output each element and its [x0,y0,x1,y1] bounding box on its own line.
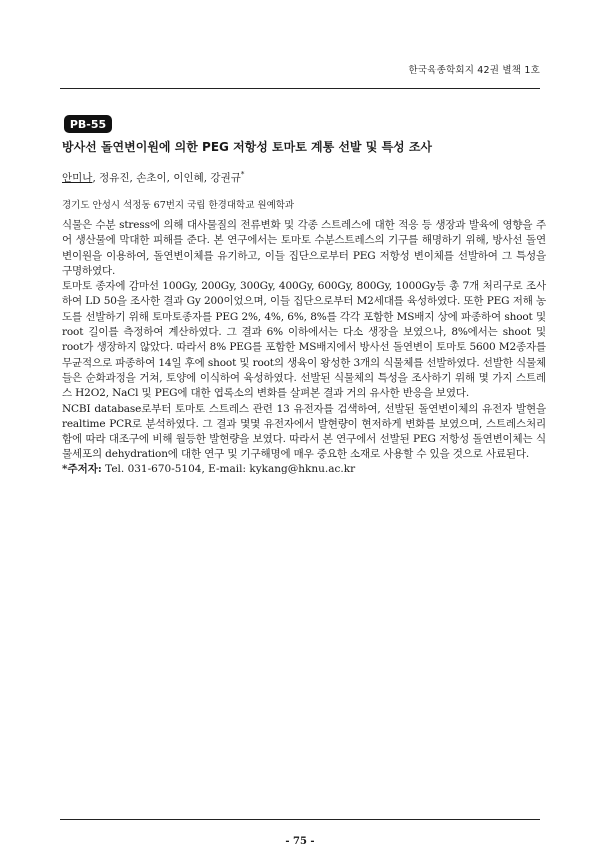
abstract-body [62,218,546,463]
abstract-id-badge: PB-55 [64,115,112,133]
co-authors: , 정유진, 손초이, 이인혜, 강권규 [92,172,241,184]
correspondence-contact: Tel. 031-670-5104, E-mail: kykang@hknu.ac.kr [101,463,356,475]
affiliation: 경기도 안성시 석정동 67번지 국립 한경대학교 원예학과 [62,200,295,211]
author-list [62,170,244,185]
abstract-paragraph: 토마토 종자에 감마선 100Gy, 200Gy, 300Gy, 400Gy, 600Gy, 800Gy, 1000Gy등 총 7개 처리구로 조사하여 LD 50을 조사한 결과 Gy 200이었으며, 이들 집단으로부터 M2세대를 육성하였다. 또한 PEG 저해 농도를 선발하기 위해 토마토종자를 PEG 2%, 4%, 6%, 8%를 각각 포함한 MS배지 상에 파종하여 shoot 및 root 길이를 측정하여 계산하였다. 그 결과 6% 이하에서는 다소 생장을 보였으나, 8%에서는 shoot 및 root가 생장하지 않았다. 따라서 8% PEG를 포함한 MS배지에서 방사선 돌연변이 토마토 5600 M2종자를 무균적으로 파종하여 14일 후에 shoot 및 root의 생육이 왕성한 3개의 식물체를 선발하였다. 선발한 식물체들은 순화과정을 거쳐, 토양에 이식하여 육성하였다. 선발된 식물체의 특성을 조사하기 위해 몇 가지 스트레스 H2O2, NaCl 및 PEG에 대한 엽록소의 변화를 살펴본 결과 거의 유사한 반응을 보였다. [62,280,546,400]
corresponding-mark: * [240,170,245,179]
page-number: - 75 - [285,836,315,847]
correspondence-label: *주저자: [62,463,102,475]
first-author: 안미나 [62,172,93,184]
correspondence-line [62,461,355,476]
paper-title: 방사선 돌연변이원에 의한 PEG 저항성 토마토 계통 선발 및 특성 조사 [62,140,433,154]
journal-header: 한국육종학회지 42권 별책 1호 [408,65,540,76]
abstract-paragraph: NCBI database로부터 토마토 스트레스 관련 13 유전자를 검색하여, 선발된 돌연변이체의 유전자 발현을 realtime PCR로 분석하였다. 그 결과 몇몇 유전자에서 발현량이 현저하게 변화를 보였으며, 스트레스처리 함에 따라 대조구에 비해 월등한 발현량을 보였다. 따라서 본 연구에서 선발된 PEG 저항성 돌연변이체는 식물세포의 dehydration에 대한 연구 및 기구해명에 매우 중요한 소재로 사용할 수 있을 것으로 사료된다. [62,402,546,461]
header-rule [60,88,540,89]
abstract-paragraph: 식물은 수분 stress에 의해 대사물질의 전류변화 및 각종 스트레스에 대한 적응 등 생장과 발육에 영향을 주어 생산물에 막대한 피해를 준다. 본 연구에서는 토마토 수분스트레스의 기구를 해명하기 위해, 방사선 돌연변이원을 이용하여, 돌연변이체를 유기하고, 이들 집단으로부터 PEG 저항성 변이체를 선발하여 그 특성을 구명하였다. [62,219,546,277]
footer-rule [60,819,540,820]
